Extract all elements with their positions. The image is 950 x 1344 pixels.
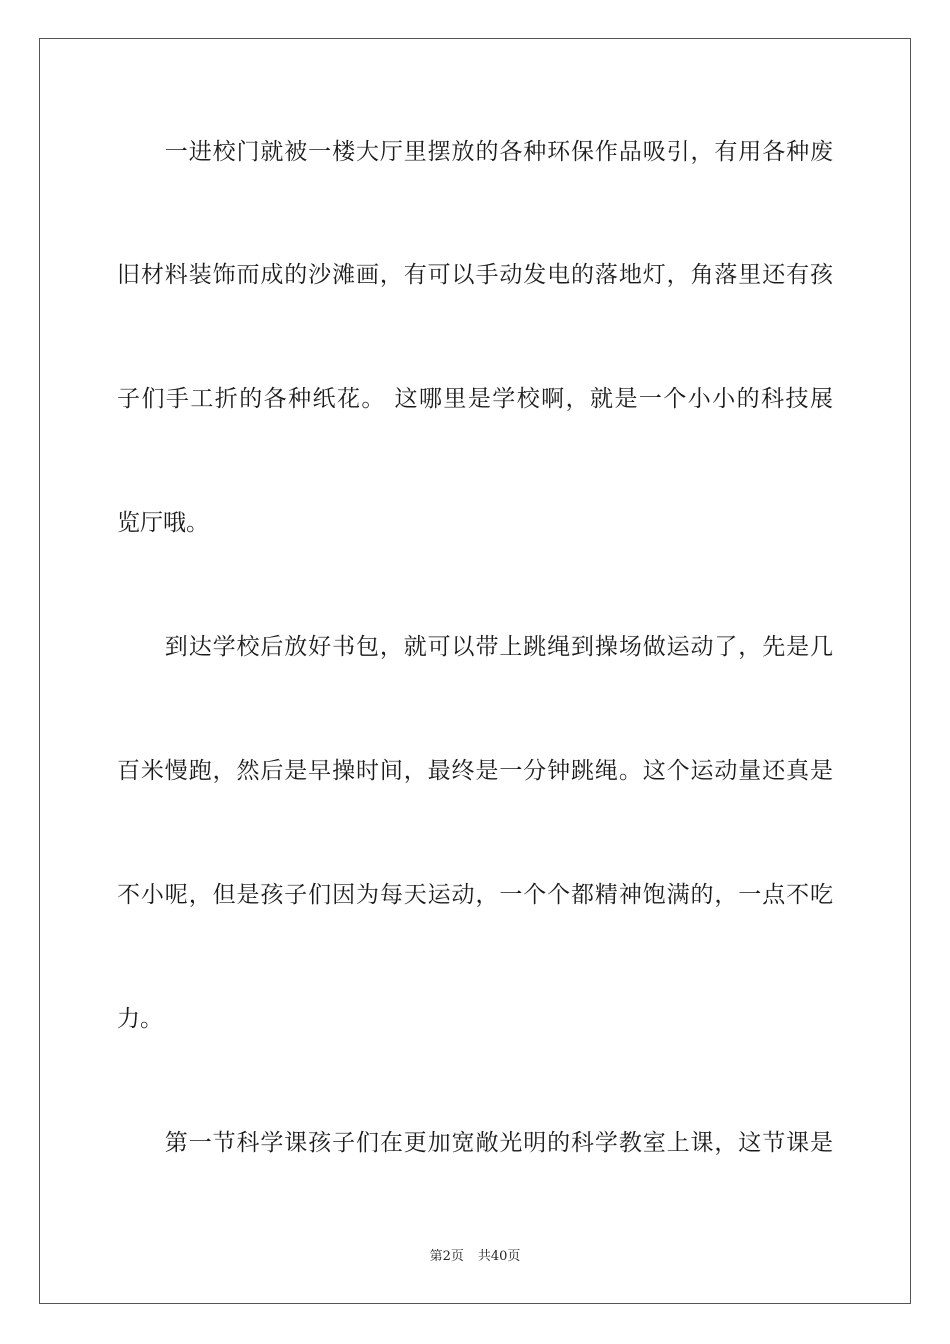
page-footer [0,1248,950,1266]
text-line-8: 力。 [117,1006,163,1032]
page-number: 第2页 [429,1249,464,1264]
text-line-5: 到达学校后放好书包，就可以带上跳绳到操场做运动了，先是几 [117,634,833,660]
text-line-4: 览厅哦。 [117,510,209,536]
text-line-6: 百米慢跑，然后是早操时间，最终是一分钟跳绳。这个运动量还真是 [117,758,833,784]
text-line-3: 子们手工折的各种纸花。 这哪里是学校啊，就是一个小小的科技展 [117,386,833,412]
text-line-9: 第一节科学课孩子们在更加宽敞光明的科学教室上课，这节课是 [117,1130,833,1156]
text-line-7: 不小呢，但是孩子们因为每天运动，一个个都精神饱满的，一点不吃 [117,882,833,908]
page-border [39,38,911,1304]
text-line-2: 旧材料装饰而成的沙滩画，有可以手动发电的落地灯，角落里还有孩 [117,262,833,288]
page-total: 共40页 [477,1249,521,1264]
text-line-1: 一进校门就被一楼大厅里摆放的各种环保作品吸引，有用各种废 [117,139,833,165]
